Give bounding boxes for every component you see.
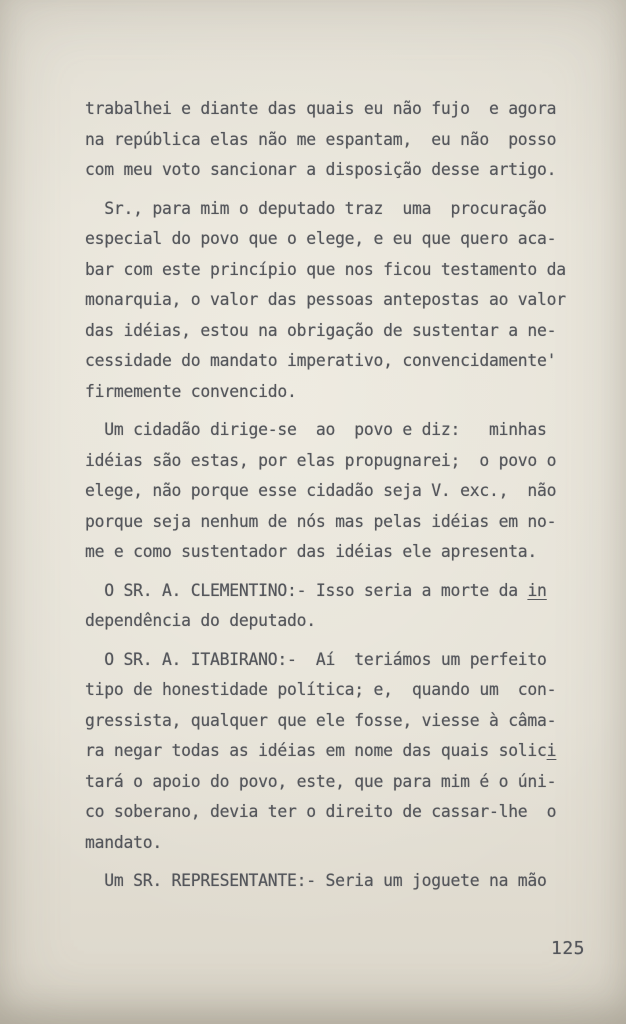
text-segment: especial do povo que o elege, e eu que quero aca- xyxy=(85,229,557,248)
underlined-text: i xyxy=(546,741,557,760)
text-line xyxy=(85,415,585,446)
text-segment: me e como sustentador das idéias ele apresenta. xyxy=(85,542,538,561)
text-segment: idéias são estas, por elas propugnarei; o povo o xyxy=(85,450,557,470)
text-line xyxy=(85,706,585,737)
text-line xyxy=(85,346,585,377)
text-line xyxy=(85,797,585,828)
text-segment: Um SR. REPRESENTANTE:- Seria um joguete na mão xyxy=(85,871,547,890)
text-line xyxy=(85,645,585,676)
paragraph xyxy=(85,645,585,859)
text-line xyxy=(85,377,585,408)
text-segment: bar com este princípio que nos ficou testamento da xyxy=(85,259,566,279)
text-line xyxy=(85,285,585,316)
paragraph xyxy=(85,415,585,568)
text-segment: firmemente convencido. xyxy=(85,381,297,401)
text-line xyxy=(85,537,585,568)
text-segment: cessidade do mandato imperativo, convencidamente' xyxy=(85,351,557,370)
text-line xyxy=(85,675,585,706)
underlined-text: in xyxy=(527,580,547,600)
text-segment: tará o apoio do povo, este, que para mim é o úni- xyxy=(85,771,557,791)
text-line xyxy=(85,125,585,156)
text-segment: com meu voto sancionar a disposição desse artigo. xyxy=(85,160,557,179)
text-line xyxy=(85,255,585,286)
text-line xyxy=(85,94,585,125)
text-segment: co soberano, devia ter o direito de cassar-lhe o xyxy=(85,802,557,821)
text-segment: das idéias, estou na obrigação de sustentar a ne- xyxy=(85,320,557,340)
text-segment: tipo de honestidade política; e, quando um con- xyxy=(85,680,557,699)
text-segment: O SR. A. ITABIRANO:- Aí teriámos um perfeito xyxy=(85,649,547,669)
text-segment: monarquia, o valor das pessoas antepostas ao valor xyxy=(85,290,566,309)
text-line xyxy=(85,736,585,767)
text-line xyxy=(85,828,585,859)
paragraph xyxy=(85,866,585,897)
text-line xyxy=(85,767,585,798)
text-line xyxy=(85,507,585,538)
text-segment: porque seja nenhum de nós mas pelas idéias em no- xyxy=(85,511,557,531)
text-line xyxy=(85,155,585,186)
text-line xyxy=(85,224,585,255)
text-line xyxy=(85,576,585,607)
paragraph xyxy=(85,194,585,408)
paragraph xyxy=(85,94,585,186)
text-line xyxy=(85,606,585,637)
paragraph xyxy=(85,576,585,637)
page-number: 125 xyxy=(550,938,585,959)
text-segment: gressista, qualquer que ele fosse, viesse à câma- xyxy=(85,710,557,730)
text-line xyxy=(85,476,585,507)
text-segment: elege, não porque esse cidadão seja V. exc., não xyxy=(85,481,557,500)
text-line xyxy=(85,194,585,225)
text-segment: ra negar todas as idéias em nome das quais solic xyxy=(85,741,547,760)
text-segment: na república elas não me espantam, eu não posso xyxy=(85,129,557,149)
text-segment: dependência do deputado. xyxy=(85,611,316,630)
text-line xyxy=(85,446,585,477)
text-segment: O SR. A. CLEMENTINO:- Isso seria a morte da xyxy=(85,580,528,600)
text-line xyxy=(85,316,585,347)
text-segment: Um cidadão dirige-se ao povo e diz: minhas xyxy=(85,420,547,439)
text-block xyxy=(85,94,585,897)
text-segment: trabalhei e diante das quais eu não fujo e agora xyxy=(85,99,557,118)
text-segment: mandato. xyxy=(85,832,162,852)
text-line xyxy=(85,866,585,897)
text-segment: Sr., para mim o deputado traz uma procuração xyxy=(85,198,547,218)
